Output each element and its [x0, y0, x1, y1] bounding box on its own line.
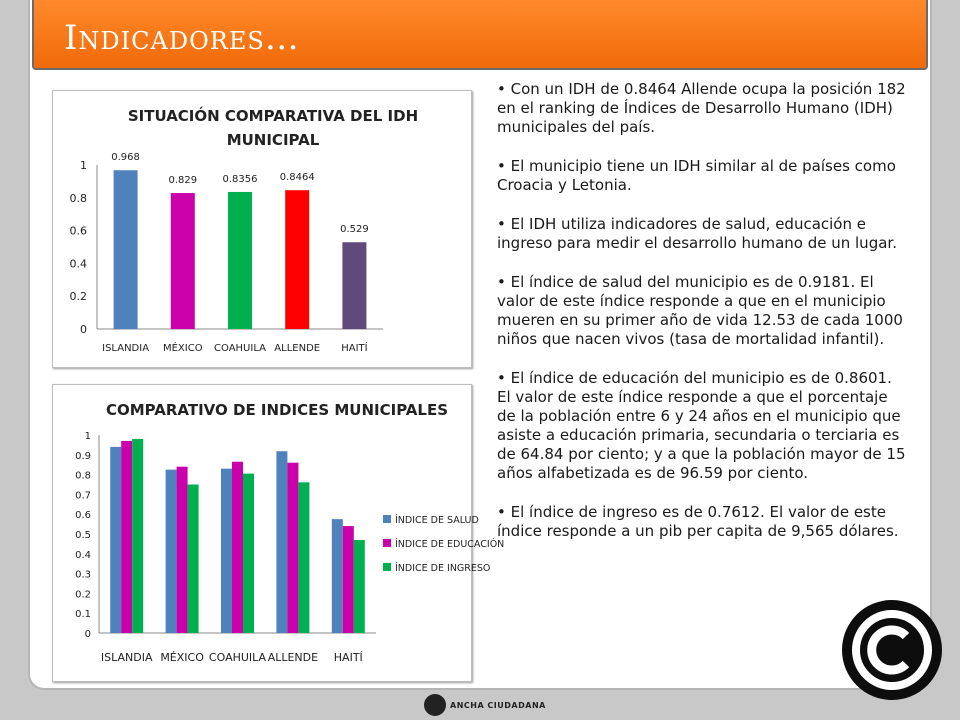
x-tick-label: COAHUILA: [208, 651, 267, 664]
bullet-text: El municipio tiene un IDH similar al de países como Croacia y Letonia.: [497, 157, 896, 194]
x-tick-label: HAITÍ: [341, 343, 368, 354]
slide-title: Indicadores…: [64, 18, 300, 58]
title-bar: [32, 0, 928, 70]
y-tick-label: 0: [84, 629, 91, 640]
bar: [287, 463, 298, 633]
data-label: 0.968: [111, 152, 140, 164]
chart-title: MUNICIPAL: [226, 131, 320, 149]
y-tick-label: 0.1: [75, 609, 91, 621]
bullet-text: El índice de educación del municipio es de 0.8601. El valor de este índice responde a que el porcentaje de la población entre 6 y 24 años en el municipio que asiste a educación primaria, secundaria o terciaria es de 64.84 por ciento; y a que la población mayor de 15 años alfabetizada es de 96.59 por ciento.: [497, 369, 906, 482]
chart-title: COMPARATIVO DE INDICES MUNICIPALES: [105, 401, 449, 419]
bar: [114, 170, 138, 329]
bar: [243, 474, 254, 633]
bullet-item: • El índice de salud del municipio es de 0.9181. El valor de este índice responde a que en el municipio mueren en su primer año de vida 12.53 de cada 1000 niños que nacen vivos (tasa de mortalidad infantil).: [497, 273, 903, 348]
x-tick-label: ISLANDIA: [102, 343, 150, 354]
bullet-list: [497, 80, 907, 561]
footer-logo-icon: [424, 694, 446, 716]
indices-chart: [52, 384, 505, 682]
chart-title: SITUACIÓN COMPARATIVA DEL IDH: [127, 107, 419, 125]
data-label: 0.529: [340, 224, 369, 236]
y-tick-label: 0.7: [75, 490, 91, 502]
bar: [354, 540, 365, 633]
bar: [171, 193, 195, 329]
data-label: 0.8356: [222, 173, 258, 185]
legend-label: ÍNDICE DE EDUCACIÓN: [395, 539, 505, 550]
y-tick-label: 0.2: [69, 290, 87, 304]
idh-chart: [52, 90, 472, 368]
bullet-item: • El índice de educación del municipio es de 0.8601. El valor de este índice responde a que el porcentaje de la población entre 6 y 24 años en el municipio que asiste a educación primaria, secundaria o terciaria es de 64.84 por ciento; y a que la población mayor de 15 años alfabetizada es de 96.59 por ciento.: [497, 369, 906, 482]
x-tick-label: ALLENDE: [267, 651, 319, 664]
y-tick-label: 0.6: [69, 224, 87, 238]
y-tick-label: 0.5: [75, 530, 91, 541]
x-tick-label: COAHUILA: [214, 343, 266, 354]
y-tick-label: 0.2: [75, 589, 91, 601]
bar: [332, 519, 343, 633]
footer-logo: [424, 692, 546, 718]
y-tick-label: 0.9: [75, 450, 91, 462]
bar: [343, 526, 354, 633]
legend-swatch: [383, 515, 391, 523]
y-tick-label: 1: [80, 159, 87, 172]
bar: [132, 439, 143, 633]
bar: [342, 242, 366, 329]
indices-chart-svg: [53, 385, 505, 681]
x-tick-label: ALLENDE: [274, 343, 321, 354]
x-tick-label: MÉXICO: [160, 651, 204, 664]
bar: [232, 462, 243, 633]
y-tick-label: 1: [84, 431, 91, 442]
bullet-item: • El índice de ingreso es de 0.7612. El valor de este índice responde a un pib per capita de 9,565 dólares.: [497, 503, 899, 540]
bar: [221, 469, 232, 633]
bullet-item: • El IDH utiliza indicadores de salud, educación e ingreso para medir el desarrollo humano de un lugar.: [497, 215, 897, 252]
legend-label: ÍNDICE DE INGRESO: [395, 563, 491, 574]
y-tick-label: 0.4: [75, 549, 91, 561]
footer-logo-text: ANCHA CIUDADANA: [450, 700, 546, 710]
slide: [30, 0, 930, 688]
x-tick-label: HAITÍ: [333, 651, 363, 664]
y-tick-label: 0: [80, 323, 87, 336]
legend-swatch: [383, 539, 391, 547]
data-label: 0.8464: [279, 172, 315, 184]
data-label: 0.829: [168, 175, 198, 187]
bullet-text: El índice de ingreso es de 0.7612. El valor de este índice responde a un pib per capita de 9,565 dólares.: [497, 503, 899, 540]
legend-swatch: [383, 563, 391, 571]
bar: [121, 441, 132, 633]
y-tick-label: 0.4: [69, 257, 87, 271]
bar: [285, 190, 309, 329]
x-tick-label: MÉXICO: [162, 343, 203, 354]
bar: [177, 467, 188, 633]
y-tick-label: 0.8: [69, 191, 87, 205]
idh-chart-svg: [53, 91, 471, 367]
bar: [166, 470, 177, 633]
bar: [228, 192, 252, 329]
bullet-text: Con un IDH de 0.8464 Allende ocupa la posición 182 en el ranking de Índices de Desarrollo Humano (IDH) municipales del país.: [497, 80, 906, 136]
bar: [298, 482, 309, 633]
bullet-text: El IDH utiliza indicadores de salud, educación e ingreso para medir el desarrollo humano de un lugar.: [497, 215, 897, 252]
bar: [276, 451, 287, 633]
legend-label: ÍNDICE DE SALUD: [395, 515, 479, 526]
x-tick-label: ISLANDIA: [100, 651, 153, 664]
bullet-item: • El municipio tiene un IDH similar al de países como Croacia y Letonia.: [497, 157, 896, 194]
bullet-item: • Con un IDH de 0.8464 Allende ocupa la posición 182 en el ranking de Índices de Desarrollo Humano (IDH) municipales del país.: [497, 80, 906, 136]
bullet-text: El índice de salud del municipio es de 0.9181. El valor de este índice responde a que en el municipio mueren en su primer año de vida 12.53 de cada 1000 niños que nacen vivos (tasa de mortalidad infantil).: [497, 273, 903, 348]
bar: [188, 485, 199, 634]
y-tick-label: 0.3: [75, 569, 91, 581]
y-tick-label: 0.6: [75, 510, 91, 522]
y-tick-label: 0.8: [75, 470, 91, 482]
bar: [110, 447, 121, 633]
copyright-logo-icon: [842, 600, 942, 700]
